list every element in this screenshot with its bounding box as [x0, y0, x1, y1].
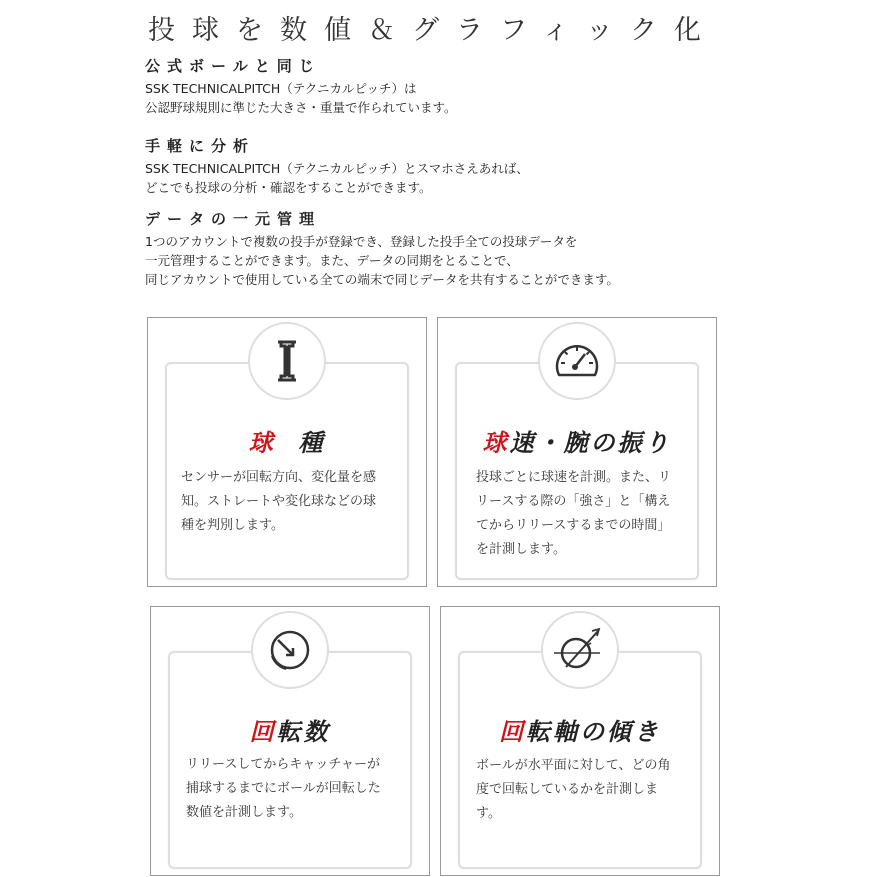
card-title-accent: 回: [249, 718, 277, 746]
card-title-accent: 球: [482, 429, 510, 457]
card-description-line: を計測します。: [476, 542, 566, 557]
card-description: [186, 753, 381, 825]
section-text-line: 一元管理することができます。また、データの同期をとることで、: [145, 253, 519, 268]
section-text: [145, 79, 457, 117]
i-beam-icon: [248, 322, 326, 400]
card-title: [441, 712, 719, 747]
section-easy-analysis: [145, 135, 529, 197]
card-description: [181, 466, 376, 538]
section-text-line: 同じアカウントで使用している全ての端末で同じデータを共有することができます。: [145, 272, 619, 287]
card-title-rest: 種: [298, 429, 326, 457]
feature-card-pitch-type: [147, 317, 427, 587]
card-description-line: す。: [476, 806, 501, 821]
section-text-line: SSK TECHNICALPITCH（テクニカルピッチ）は: [145, 81, 417, 96]
card-title: [151, 712, 429, 747]
card-description-line: 度で回転しているかを計測しま: [476, 782, 659, 797]
card-description-line: 数値を計測します。: [186, 805, 302, 820]
card-description-line: 投球ごとに球速を計測。また、リ: [476, 470, 672, 485]
card-title: [438, 423, 716, 458]
section-text-line: 公認野球規則に準じた大きさ・重量で作られています。: [145, 100, 457, 115]
rotation-icon: [251, 611, 329, 689]
card-description-line: 種を判別します。: [181, 518, 284, 533]
card-description: [476, 754, 670, 826]
card-description-line: リースする際の「強さ」と「構え: [476, 494, 671, 509]
section-data-management: [145, 208, 619, 289]
section-heading: 公式ボールと同じ: [145, 57, 321, 75]
speedometer-icon: [538, 322, 616, 400]
card-description-line: てからリリースするまでの時間」: [476, 518, 671, 533]
section-heading: 手軽に分析: [145, 137, 256, 155]
card-description-line: 捕球するまでにボールが回転した: [186, 781, 381, 796]
card-description-line: 知。ストレートや変化球などの球: [181, 494, 377, 509]
page-title: 投球を数値＆グラフィック化: [148, 15, 718, 46]
card-description: [476, 466, 671, 562]
feature-card-spin-axis: [440, 606, 720, 876]
section-text-line: SSK TECHNICALPITCH（テクニカルピッチ）とスマホさえあれば、: [145, 161, 529, 176]
card-title-rest: 速・腕の振り: [509, 429, 672, 457]
section-text: [145, 232, 619, 289]
feature-card-speed-arm-swing: [437, 317, 717, 587]
card-title-rest: 転数: [276, 718, 331, 746]
card-title-rest: 転軸の傾き: [526, 718, 661, 746]
card-title-accent: 球: [248, 429, 276, 457]
axis-tilt-icon: [541, 611, 619, 689]
card-description-line: ボールが水平面に対して、どの角: [476, 758, 671, 773]
card-title: [148, 423, 426, 458]
section-heading: データの一元管理: [145, 210, 322, 228]
section-text-line: どこでも投球の分析・確認をすることができます。: [145, 180, 432, 195]
card-title-accent: 回: [499, 718, 526, 746]
section-official-ball: [145, 55, 457, 117]
card-description-line: センサーが回転方向、変化量を感: [181, 470, 377, 485]
card-description-line: リリースしてからキャッチャーが: [186, 757, 380, 772]
section-text: [145, 159, 529, 197]
section-text-line: 1つのアカウントで複数の投手が登録でき、登録した投手全ての投球データを: [145, 234, 578, 249]
feature-card-spin-rate: [150, 606, 430, 876]
